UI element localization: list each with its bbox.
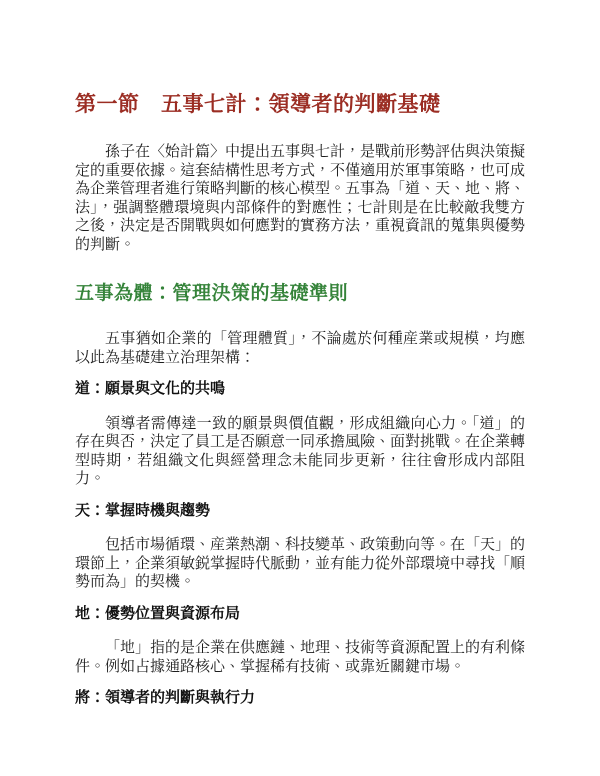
subsection-title: 五事為體：管理決策的基礎準則: [75, 283, 349, 304]
item-body-dao: 領導者需傳達一致的願景與價值觀，形成組織向心力。「道」的存在與否，決定了員工是否願意一同承擔風險、面對挑戰。在企業轉型時期，若組織文化與經營理念未能同步更新，往往會形成内部阻力。: [75, 415, 526, 487]
item-heading-jiang: 將：領導者的判斷與執行力: [75, 690, 256, 706]
item-body-tian: 包括市場循環、産業熱潮、科技變革、政策動向等。在「天」的環節上，企業須敏鋭掌握時代脈動，並有能力從外部環境中尋找「順勢而為」的契機。: [75, 537, 526, 590]
section-title: 第一節 五事七計：領導者的判斷基礎: [75, 92, 441, 116]
item-body-di: 「地」指的是企業在供應鏈、地理、技術等資源配置上的有利條件。例如占據通路核心、掌握稀有技術、或靠近關鍵市場。: [75, 640, 526, 675]
item-heading-di: 地：優勢位置與資源布局: [75, 605, 241, 622]
item-heading-dao: 道：願景與文化的共鳴: [75, 381, 226, 397]
subsection-intro-paragraph: 五事猶如企業的「管理體質」，不論處於何種産業或規模，均應以此為基礎建立治理架構：: [75, 331, 525, 366]
intro-paragraph: 孫子在〈始計篇〉中提出五事與七計，是戰前形勢評估與決策擬定的重要依據。這套結構性思考方式，不僅適用於軍事策略，也可成為企業管理者進行策略判斷的核心模型。五事為「道、天、地、將、法」，强調整體環境與内部條件的對應性；七計則是在比較敵我雙方之後，決定是否開戰與如何應對的實務方法，重視資訊的蒐集與優勢的判斷。: [75, 144, 526, 253]
item-heading-tian: 天：掌握時機與趨勢: [75, 502, 211, 519]
